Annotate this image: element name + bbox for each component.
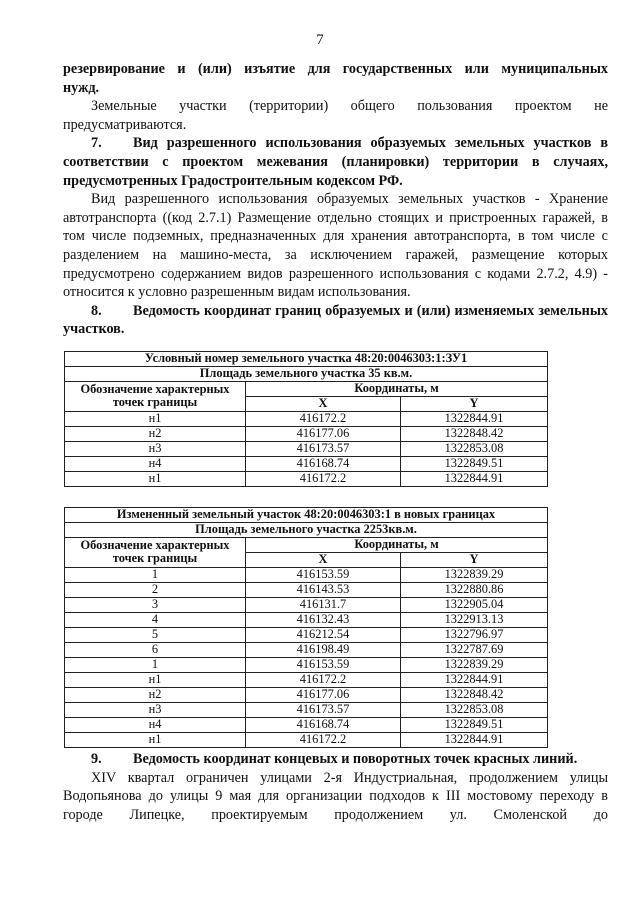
- table-row: [65, 582, 548, 597]
- section-9-body: XIV квартал ограничен улицами 2-я Индустриальная, продолжением улицы Водопьянова до улицы 9 мая для организации подходов к III мостовому переходу в городе Липецке, проектируемым продолжением ул. Смоленской до: [63, 769, 608, 823]
- x-cell: 416172.2: [246, 672, 401, 687]
- y-cell: 1322848.42: [401, 426, 548, 441]
- table-row: [65, 426, 548, 441]
- y-cell: 1322853.08: [401, 441, 548, 456]
- table-row: [65, 627, 548, 642]
- y-cell: 1322905.04: [401, 597, 548, 612]
- intro-line-2: нужд.: [63, 79, 100, 96]
- point-cell: н3: [65, 441, 246, 456]
- y-cell: 1322839.29: [401, 567, 548, 582]
- point-cell: н1: [65, 411, 246, 426]
- y-cell: 1322913.13: [401, 612, 548, 627]
- x-cell: 416173.57: [246, 441, 401, 456]
- table-1-col-x: X: [246, 396, 401, 411]
- section-8-number: 8.: [91, 302, 102, 319]
- table-2-col-x: X: [246, 552, 401, 567]
- point-cell: н3: [65, 702, 246, 717]
- table-row: [65, 456, 548, 471]
- intro-line-1: резервирование и (или) изъятие для государственных или муниципальных: [63, 61, 608, 77]
- table-2-col-y: Y: [401, 552, 548, 567]
- table-2-title: Измененный земельный участок 48:20:0046303:1 в новых границах: [65, 507, 548, 522]
- table-1-col-coords: Координаты, м: [246, 381, 548, 396]
- table-row: [65, 471, 548, 486]
- table-row: [65, 657, 548, 672]
- section-8-title: Ведомость координат границ образуемых и (или) изменяемых земельных участков.: [63, 302, 608, 338]
- x-cell: 416172.2: [246, 732, 401, 747]
- x-cell: 416198.49: [246, 642, 401, 657]
- table-1-col-y: Y: [401, 396, 548, 411]
- point-cell: 5: [65, 627, 246, 642]
- y-cell: 1322787.69: [401, 642, 548, 657]
- table-1-title: Условный номер земельного участка 48:20:0046303:1:ЗУ1: [65, 351, 548, 366]
- table-row: [65, 687, 548, 702]
- table-1-area: Площадь земельного участка 35 кв.м.: [65, 366, 548, 381]
- intro-paragraph: Земельные участки (территории) общего пользования проектом не предусматриваются.: [63, 98, 608, 133]
- y-cell: 1322849.51: [401, 456, 548, 471]
- x-cell: 416212.54: [246, 627, 401, 642]
- x-cell: 416177.06: [246, 687, 401, 702]
- y-cell: 1322844.91: [401, 471, 548, 486]
- point-cell: 1: [65, 657, 246, 672]
- table-2-col-coords: Координаты, м: [246, 537, 548, 552]
- point-cell: 1: [65, 567, 246, 582]
- table-row: [65, 702, 548, 717]
- x-cell: 416153.59: [246, 567, 401, 582]
- y-cell: 1322849.51: [401, 717, 548, 732]
- y-cell: 1322844.91: [401, 732, 548, 747]
- section-7-number: 7.: [91, 135, 102, 152]
- coordinates-table-2: [64, 507, 548, 748]
- x-cell: 416143.53: [246, 582, 401, 597]
- section-7-title: Вид разрешенного использования образуемых земельных участков в соответствии с проектом межевания (планировки) территории в случаях, предусмотренных Градостроительным кодексом РФ.: [63, 135, 608, 189]
- point-cell: н4: [65, 456, 246, 471]
- table-row: [65, 411, 548, 426]
- table-row: [65, 732, 548, 747]
- table-1-rows: [65, 411, 548, 486]
- y-cell: 1322844.91: [401, 672, 548, 687]
- x-cell: 416172.2: [246, 471, 401, 486]
- x-cell: 416173.57: [246, 702, 401, 717]
- point-cell: н2: [65, 426, 246, 441]
- x-cell: 416168.74: [246, 717, 401, 732]
- table-row: [65, 672, 548, 687]
- section-9-title: Ведомость координат концевых и поворотных точек красных линий.: [133, 750, 578, 767]
- y-cell: 1322853.08: [401, 702, 548, 717]
- table-row: [65, 567, 548, 582]
- y-cell: 1322844.91: [401, 411, 548, 426]
- point-cell: 3: [65, 597, 246, 612]
- point-cell: н1: [65, 672, 246, 687]
- y-cell: 1322796.97: [401, 627, 548, 642]
- point-cell: н1: [65, 732, 246, 747]
- x-cell: 416132.43: [246, 612, 401, 627]
- table-2-area: Площадь земельного участка 2253кв.м.: [65, 522, 548, 537]
- table-2-col-point: Обозначение характерных точек границы: [65, 537, 246, 567]
- table-row: [65, 441, 548, 456]
- y-cell: 1322839.29: [401, 657, 548, 672]
- table-1-col-point: Обозначение характерных точек границы: [65, 381, 246, 411]
- point-cell: н1: [65, 471, 246, 486]
- table-row: [65, 642, 548, 657]
- section-8-heading: [63, 302, 608, 339]
- point-cell: н2: [65, 687, 246, 702]
- y-cell: 1322880.86: [401, 582, 548, 597]
- point-cell: 6: [65, 642, 246, 657]
- table-row: [65, 597, 548, 612]
- section-7-body: Вид разрешенного использования образуемых земельных участков - Хранение автотранспорта ((код 2.7.1) Размещение отдельно стоящих и пристроенных гаражей, в том числе подземных, предназначенных для хранения автотранспорта, в том числе с разделением на машино-места, за исключением гаражей, размещение которых предусмотрено содержанием видов разрешенного использования с кодами 2.7.2, 4.9) - относится к условно разрешенным видам использования.: [63, 191, 608, 301]
- table-row: [65, 612, 548, 627]
- section-9-heading: [63, 750, 608, 769]
- x-cell: 416172.2: [246, 411, 401, 426]
- y-cell: 1322848.42: [401, 687, 548, 702]
- document-body: [63, 60, 608, 824]
- x-cell: 416153.59: [246, 657, 401, 672]
- page-number: 7: [316, 32, 324, 48]
- table-2-rows: [65, 567, 548, 747]
- point-cell: 2: [65, 582, 246, 597]
- table-row: [65, 717, 548, 732]
- x-cell: 416177.06: [246, 426, 401, 441]
- x-cell: 416131.7: [246, 597, 401, 612]
- section-7-heading: [63, 134, 608, 190]
- coordinates-table-1: [64, 351, 548, 487]
- section-9-number: 9.: [91, 750, 102, 767]
- point-cell: 4: [65, 612, 246, 627]
- x-cell: 416168.74: [246, 456, 401, 471]
- point-cell: н4: [65, 717, 246, 732]
